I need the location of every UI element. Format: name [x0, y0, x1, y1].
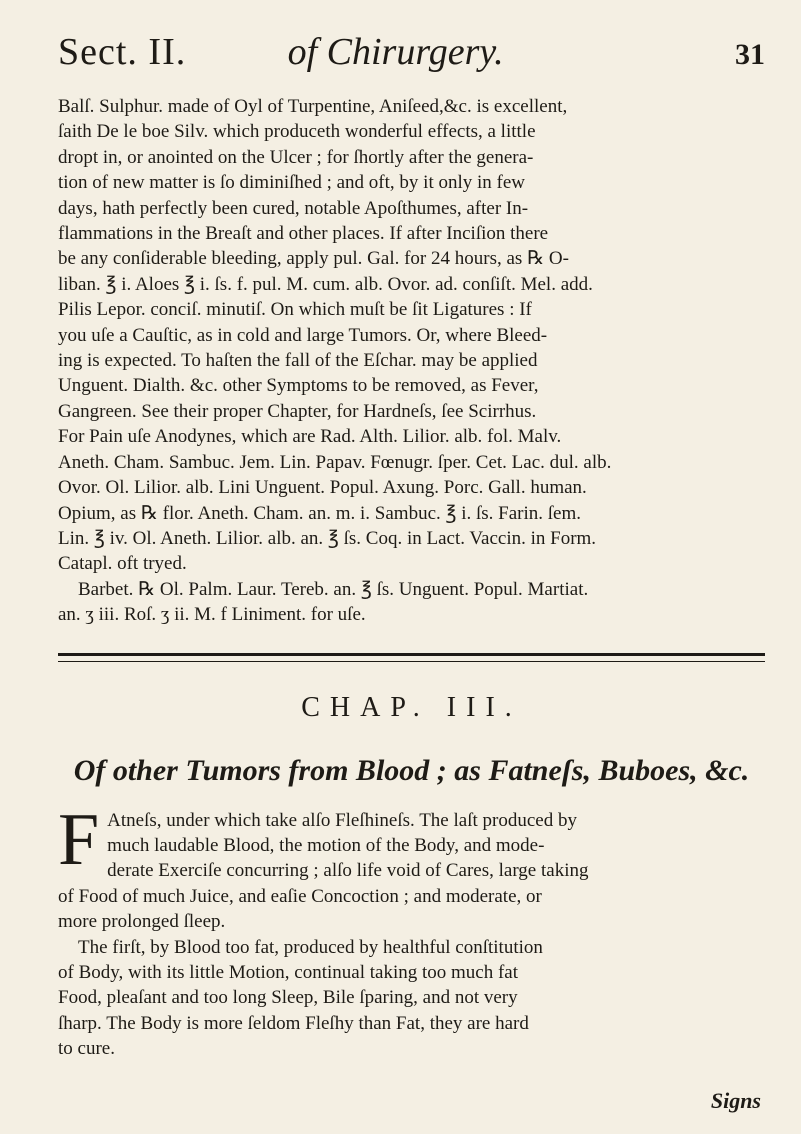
drop-cap: F [58, 798, 100, 881]
running-title: of Chirurgery. [287, 31, 504, 73]
chapter-divider-rule [58, 653, 765, 662]
catchword: Signs [710, 1088, 761, 1113]
body-paragraph-balsam: Balſ. Sulphur. made of Oyl of Turpentine, Aniſeed,&c. is excellent, ſaith De le boe Silv. which produceth wonderful effects, a little dropt in, or anointed on the Ulcer ; for ſhortly after the genera- tion of new matter is ſo diminiſhed ; and oft, by it only in few days, hath perfectly been cured, notable Apoſthumes, after In- flammations in the Breaſt and other places. If after Inciſion there be any conſiderable bleeding, apply pul. Gal. for 24 hours, as ℞ O- liban. ℥ i. Aloes ℥ i. ſs. f. pul. M. cum. alb. Ovor. ad. conſiſt. Mel. add. Pilis Lepor. conciſ. minutiſ. On which muſt be ſit Ligatures : If you uſe a Cauſtic, as in cold and large Tumors. Or, where Bleed- ing is expected. To haſten the fall of the Eſchar. may be applied Unguent. Dialth. &c. other Symptoms to be removed, as Fever, Gangreen. See their proper Chapter, for Hardneſs, ſee Scirrhus. For Pain uſe Anodynes, which are Rad. Alth. Lilior. alb. fol. Malv. Aneth. Cham. Sambuc. Jem. Lin. Papav. Fœnugr. ſper. Cet. Lac. dul. alb. Ovor. Ol. Lilior. alb. Lini Unguent. Popul. Axung. Porc. Gall. human. Opium, as ℞ flor. Aneth. Cham. an. m. i. Sambuc. ℥ i. ſs. Farin. ſem. Lin. ℥ iv. Ol. Aneth. Lilior. alb. an. ℥ ſs. Coq. in Lact. Vaccin. in Form. Catapl. oft tryed. [58, 96, 612, 575]
chapter-title: Of other Tumors from Blood ; as Fatneſs, Buboes, &c. [73, 753, 750, 787]
section-label: Sect. II. [58, 31, 187, 73]
chapter-paragraph-first-cause: The firſt, by Blood too fat, produced by healthful conſtitution of Body, with its little Motion, continual taking too much fat Food, pleaſant and too long Sleep, Bile ſparing, and not very ſharp. The Body is more ſeldom Fleſhy than Fat, they are hard to cure. [58, 936, 543, 1060]
chapter-paragraph-fatness [58, 798, 765, 935]
page-number: 31 [734, 38, 765, 71]
running-head [58, 30, 765, 80]
chapter-heading: CHAP. III. [301, 691, 522, 723]
chapter-paragraph-fatness-text: Atneſs, under which take alſo Fleſhineſs. The laſt produced by much laudable Blood, the motion of the Body, and mode- derate Exerciſe concurring ; alſo life void of Cares, large taking of Food of much Juice, and eaſie Concoction ; and moderate, or more prolonged ſleep. [58, 809, 589, 933]
body-paragraph-barbet: Barbet. ℞ Ol. Palm. Laur. Tereb. an. ℥ ſs. Unguent. Popul. Martiat. an. ʒ iii. Roſ. ʒ ii. M. f Liniment. for uſe. [58, 578, 589, 626]
